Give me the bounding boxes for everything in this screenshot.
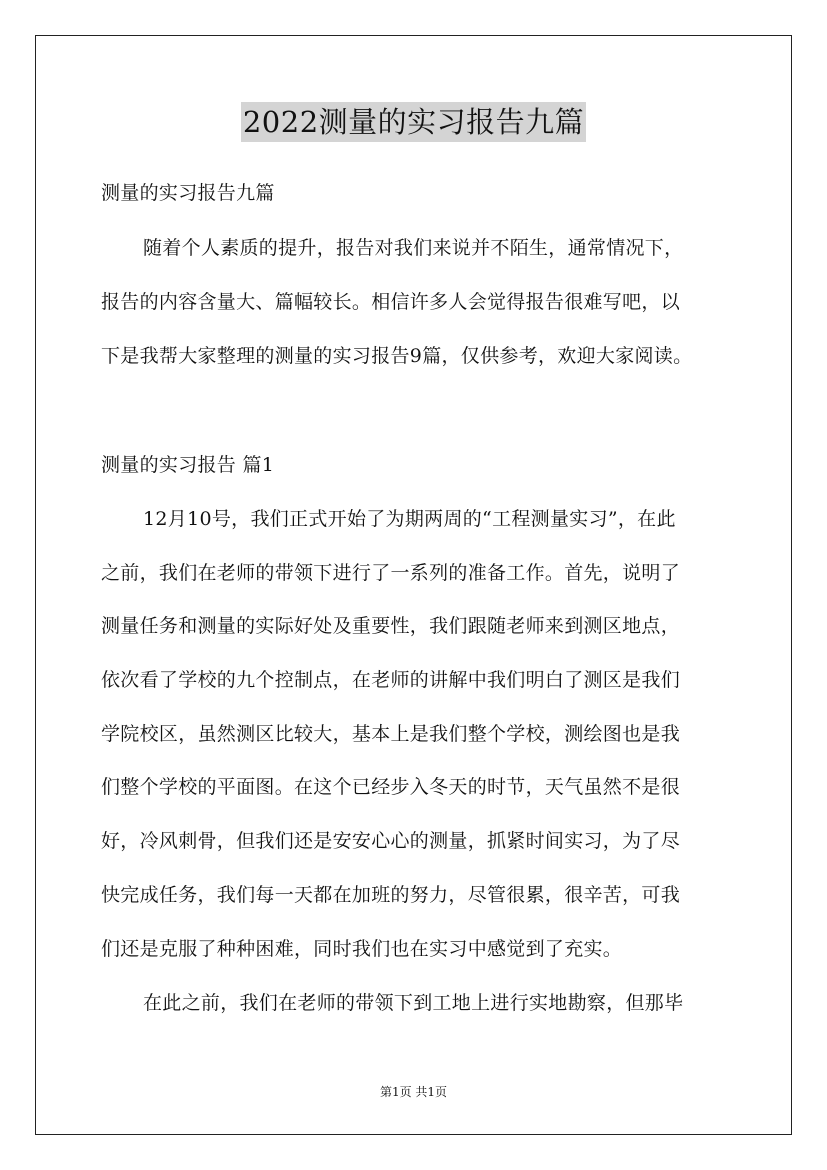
paragraph-line-9: 们还是克服了种种困难，同时我们也在实习中感觉到了充实。 xyxy=(101,938,623,960)
section-heading: 测量的实习报告 篇1 xyxy=(101,454,275,476)
paragraph-line-5: 学院校区，虽然测区比较大，基本上是我们整个学校，测绘图也是我 xyxy=(101,723,681,745)
intro-line-3: 下是我帮大家整理的测量的实习报告9篇，仅供参考，欢迎大家阅读。 xyxy=(101,345,693,367)
paragraph-line-1: 12月10号，我们正式开始了为期两周的“工程测量实习”，在此 xyxy=(143,508,676,530)
page-footer: 第1页 共1页 xyxy=(379,1085,448,1099)
document-subtitle: 测量的实习报告九篇 xyxy=(101,182,275,204)
document-title: 2022测量的实习报告九篇 xyxy=(241,102,586,142)
paragraph-line-2: 之前，我们在老师的带领下进行了一系列的准备工作。首先，说明了 xyxy=(101,562,681,584)
paragraph-line-7: 好，冷风刺骨，但我们还是安安心心的测量，抓紧时间实习，为了尽 xyxy=(101,830,681,852)
intro-line-1: 随着个人素质的提升，报告对我们来说并不陌生，通常情况下， xyxy=(143,237,684,259)
title-container xyxy=(0,102,827,142)
paragraph2-line-1: 在此之前，我们在老师的带领下到工地上进行实地勘察，但那毕 xyxy=(143,992,684,1014)
paragraph-line-4: 依次看了学校的九个控制点，在老师的讲解中我们明白了测区是我们 xyxy=(101,669,681,691)
paragraph-line-6: 们整个学校的平面图。在这个已经步入冬天的时节，天气虽然不是很 xyxy=(101,776,681,798)
paragraph-line-3: 测量任务和测量的实际好处及重要性，我们跟随老师来到测区地点， xyxy=(101,615,681,637)
paragraph-line-8: 快完成任务，我们每一天都在加班的努力，尽管很累，很辛苦，可我 xyxy=(101,884,681,906)
intro-line-2: 报告的内容含量大、篇幅较长。相信许多人会觉得报告很难写吧，以 xyxy=(101,291,681,313)
